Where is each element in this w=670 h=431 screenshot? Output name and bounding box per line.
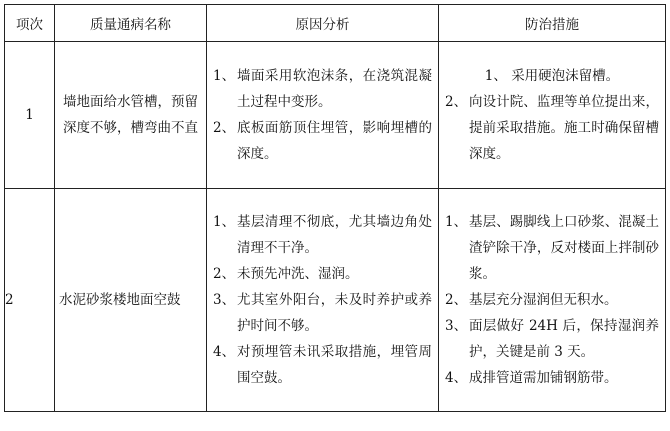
cause-number: 1、 [213, 68, 236, 84]
defect-name-cell [55, 189, 207, 412]
defect-name-cell [55, 42, 207, 189]
cause-item [213, 339, 432, 391]
cause-text: 底板面筋顶住埋管，影响埋槽的深度。 [237, 120, 432, 162]
cause-text: 基层清理不彻底，尤其墙边角处清理不干净。 [237, 214, 432, 256]
prevention-number: 1、 [445, 214, 468, 230]
prevention-number: 4、 [445, 370, 468, 386]
prevention-item [445, 313, 659, 365]
table-row [5, 42, 666, 189]
defect-name: 墙地面给水管槽，预留深度不够，槽弯曲不直 [63, 94, 198, 136]
prevention-item [445, 209, 659, 287]
row-index: 2 [5, 189, 55, 412]
prevention-number: 1、 [484, 68, 507, 84]
cause-item [213, 209, 432, 261]
cause-item [213, 115, 432, 167]
header-name: 质量通病名称 [55, 5, 207, 42]
prevention-number: 2、 [445, 292, 468, 308]
cause-text: 对预埋管未讯采取措施，埋管周围空鼓。 [237, 344, 432, 386]
prevention-text: 采用硬泡沫留槽。 [511, 68, 620, 84]
cause-number: 3、 [213, 292, 236, 308]
prevention-cell [439, 189, 666, 412]
cause-number: 2、 [213, 266, 236, 282]
prevention-item [445, 365, 659, 391]
header-index: 项次 [5, 5, 55, 42]
prevention-item [445, 287, 659, 313]
prevention-cell [439, 42, 666, 189]
prevention-text: 基层、踢脚线上口砂浆、混凝土渣铲除干净，反对楼面上拌制砂浆。 [469, 214, 659, 282]
prevention-text: 面层做好 24H 后，保持湿润养护，关键是前 3 天。 [469, 318, 659, 360]
prevention-text: 基层充分湿润但无积水。 [469, 292, 618, 308]
cause-item [213, 287, 432, 339]
quality-defects-table [4, 4, 666, 412]
cause-cell [207, 189, 439, 412]
row-index: 1 [5, 42, 55, 189]
cause-item [213, 261, 432, 287]
header-cause: 原因分析 [207, 5, 439, 42]
prevention-item [445, 89, 659, 167]
table-header-row [5, 5, 666, 42]
cause-text: 墙面采用软泡沫条，在浇筑混凝土过程中变形。 [237, 68, 432, 110]
header-prevention: 防治措施 [439, 5, 666, 42]
prevention-number: 2、 [445, 94, 468, 110]
table-row [5, 189, 666, 412]
cause-text: 未预先冲洗、湿润。 [237, 266, 359, 282]
cause-number: 4、 [213, 344, 236, 360]
prevention-text: 成排管道需加铺钢筋带。 [469, 370, 618, 386]
defect-name: 水泥砂浆楼地面空鼓 [59, 292, 181, 308]
cause-item [213, 63, 432, 115]
cause-number: 1、 [213, 214, 236, 230]
prevention-number: 3、 [445, 318, 468, 334]
cause-text: 尤其室外阳台，未及时养护或养护时间不够。 [237, 292, 432, 334]
cause-cell [207, 42, 439, 189]
prevention-item [445, 63, 659, 89]
cause-number: 2、 [213, 120, 236, 136]
prevention-text: 向设计院、监理等单位提出来，提前采取措施。施工时确保留槽深度。 [469, 94, 659, 162]
